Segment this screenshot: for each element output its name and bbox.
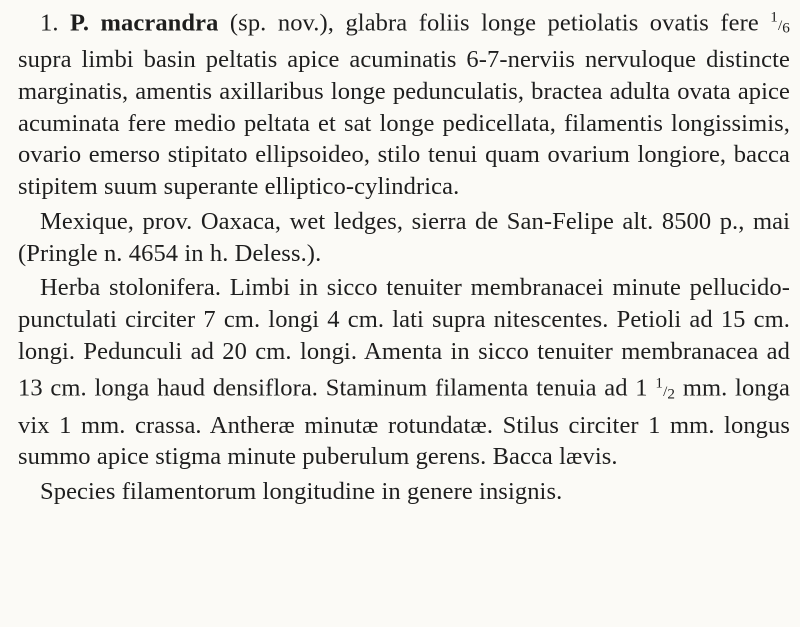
description-text-part-2: mm. longa vix 1 mm. crassa. Antheræ minutæ rotundatæ. Stilus circiter 1 mm. longus summo apice stigma minute puberulum gerens. Bacca lævis. bbox=[18, 374, 790, 471]
description-paragraph bbox=[18, 272, 790, 473]
entry-number: 1. bbox=[40, 9, 59, 37]
diagnosis-text-part-2: supra limbi basin peltatis apice acuminatis 6-7-nerviis nervuloque distincte marginatis, amentis axillaribus longe pedunculatis, bractea adulta ovata apice acuminata fere medio peltata et sat longe pedicellata, filamentis longissimis, ovario emerso stipitato ellipsoideo, stilo tenui quam ovarium longiore, bacca stipitem suum superante elliptico-cylindrica. bbox=[18, 46, 790, 201]
locality-text: Mexique, prov. Oaxaca, wet ledges, sierra de San-Felipe alt. 8500 p., mai (Pringle n. 4654 in h. Deless.). bbox=[18, 207, 790, 267]
species-diagnosis-paragraph bbox=[18, 0, 790, 203]
fraction-one-half: 1/2 bbox=[655, 374, 676, 402]
fraction-one-sixth: 1/6 bbox=[770, 9, 790, 37]
locality-paragraph bbox=[18, 206, 790, 269]
fraction-numerator: 1 bbox=[770, 9, 778, 26]
note-text: Species filamentorum longitudine in genere insignis. bbox=[40, 478, 563, 506]
fraction-denominator: 2 bbox=[667, 384, 676, 402]
diagnosis-text-part-1: (sp. nov.), glabra foliis longe petiolatis ovatis fere bbox=[229, 9, 759, 37]
description-text-part-1: Herba stolonifera. Limbi in sicco tenuiter membranacei minute pellucido-punctulati circiter 7 cm. longi 4 cm. lati supra nitescentes. Petioli ad 15 cm. longi. Pedunculi ad 20 cm. longi. Amenta in sicco tenuiter membranacea ad 13 cm. longa haud densiflora. Staminum filamenta tenuia ad 1 bbox=[18, 274, 790, 402]
fraction-denominator: 6 bbox=[782, 19, 790, 37]
note-paragraph bbox=[18, 476, 790, 508]
species-name: P. macrandra bbox=[70, 9, 219, 37]
fraction-numerator: 1 bbox=[655, 374, 664, 392]
